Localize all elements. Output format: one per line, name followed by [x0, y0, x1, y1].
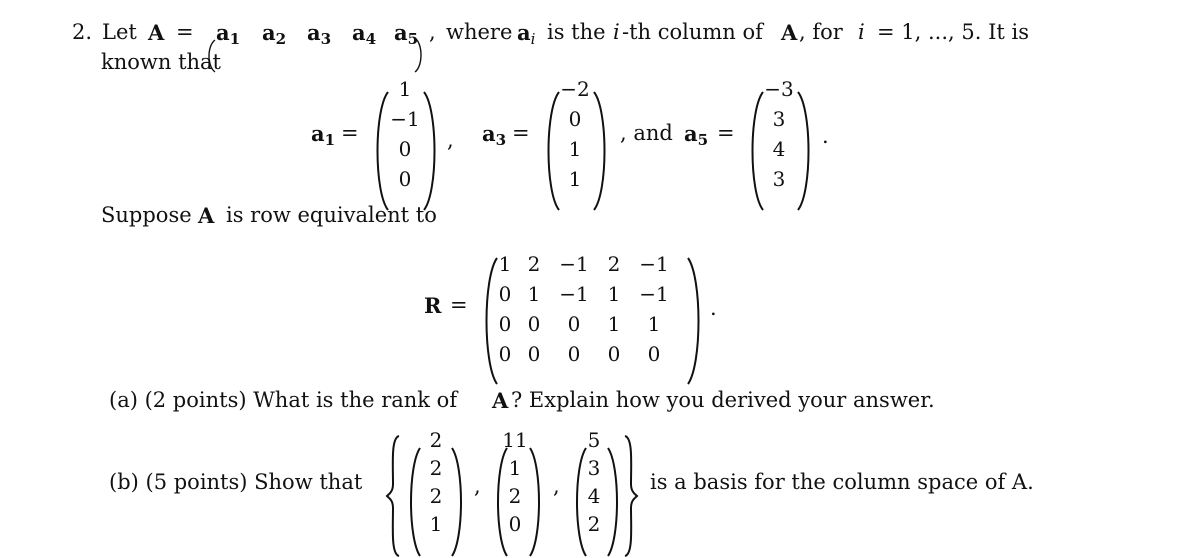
a5-label: $a_5$ — [684, 121, 709, 149]
basis-vector-2 — [501, 426, 529, 538]
basis-vector-entry: 2 — [429, 484, 443, 508]
vector-a1-entry: 0 — [398, 167, 412, 191]
problem-number: 2. — [72, 20, 93, 44]
matrix-A-symbol-4: A — [492, 388, 509, 413]
vector-a5-entry: −3 — [764, 77, 794, 101]
a5-symbol: $a_5$ — [394, 20, 419, 48]
set-left-brace — [384, 434, 402, 558]
basis-vector-entry: 4 — [587, 484, 601, 508]
R-entry: 1 — [607, 282, 621, 306]
vector-a3-entry: 1 — [568, 167, 582, 191]
equals-a1: = — [341, 121, 359, 145]
vector-a3-entry: 1 — [568, 137, 582, 161]
a1-right-paren — [420, 90, 442, 212]
basis-vector-entry: 1 — [508, 456, 522, 480]
vector-a3 — [560, 74, 590, 194]
vector-a5-entry: 3 — [772, 107, 786, 131]
vector-a3-entry: 0 — [568, 107, 582, 131]
basis-vector-entry: 2 — [429, 428, 443, 452]
matrix-A-symbol: A — [148, 20, 165, 45]
R-entry: 2 — [527, 252, 541, 276]
part-b-suffix: is a basis for the column space of A. — [650, 470, 1034, 494]
known-that-text: known that — [101, 50, 221, 74]
vector-a5-entry: 3 — [772, 167, 786, 191]
a3-symbol: $a_3$ — [307, 20, 332, 48]
comma-after-columns: , — [429, 20, 436, 44]
a1-left-paren — [370, 90, 392, 212]
R-entry: 0 — [607, 342, 621, 366]
a1-label: $a_1$ — [311, 121, 336, 149]
R-entry: 0 — [498, 312, 512, 336]
part-a-suffix: ? Explain how you derived your answer. — [511, 388, 935, 412]
basis-vector-entry: 11 — [502, 428, 528, 452]
basis-vector-entry: 2 — [587, 512, 601, 536]
R-right-paren — [684, 256, 706, 386]
part-b-prefix: (b) (5 points) Show that — [109, 470, 363, 494]
period-2: . — [710, 296, 717, 320]
a5-right-paren — [794, 90, 816, 212]
basis-vector-entry: 5 — [587, 428, 601, 452]
row-equivalent-text: is row equivalent to — [226, 203, 437, 227]
set-right-brace — [622, 434, 640, 558]
R-entry: 1 — [527, 282, 541, 306]
ai-symbol: $a_i$ — [517, 20, 536, 48]
vector-a5-entry: 4 — [772, 137, 786, 161]
R-entry: −1 — [639, 252, 669, 276]
matrix-A-symbol-2: A — [781, 20, 798, 45]
i-variable: i — [613, 20, 620, 44]
vector-a1 — [390, 74, 420, 194]
R-entry: −1 — [639, 282, 669, 306]
range-text: = 1, ..., 5. It is — [877, 20, 1029, 44]
vector-a5 — [764, 74, 794, 194]
basis-vector-entry: 2 — [429, 456, 443, 480]
R-entry: 0 — [567, 312, 581, 336]
a4-symbol: $a_4$ — [352, 20, 377, 48]
and-text: , and — [620, 121, 673, 145]
R-entry: 0 — [498, 342, 512, 366]
a3-right-paren — [590, 90, 612, 212]
equals-R: = — [450, 293, 468, 317]
basis-comma-2: , — [553, 474, 560, 498]
basis-vector-entry: 1 — [429, 512, 443, 536]
R-entry: 0 — [527, 312, 541, 336]
R-entry: 0 — [498, 282, 512, 306]
basis-vector-entry: 2 — [508, 484, 522, 508]
matrix-A-symbol-3: A — [198, 203, 215, 228]
th-column-text: -th column of — [622, 20, 763, 44]
R-entry: 0 — [567, 342, 581, 366]
comma-1: , — [447, 128, 454, 152]
is-the-text: is the — [547, 20, 606, 44]
R-entry: −1 — [559, 252, 589, 276]
equals-a3: = — [512, 121, 530, 145]
R-entry: 1 — [498, 252, 512, 276]
for-text: , for — [799, 20, 843, 44]
basis-vector-entry: 3 — [587, 456, 601, 480]
basis-vector-entry: 0 — [508, 512, 522, 536]
part-a-prefix: (a) (2 points) What is the rank of — [109, 388, 458, 412]
b3-right-paren — [604, 446, 624, 558]
let-text: Let — [102, 20, 137, 44]
a1-symbol: $a_1$ — [216, 20, 241, 48]
vector-a1-entry: −1 — [390, 107, 420, 131]
vector-a3-entry: −2 — [560, 77, 590, 101]
right-paren-mark — [412, 36, 426, 74]
where-text: where — [446, 20, 513, 44]
matrix-R — [492, 249, 678, 369]
R-entry: 0 — [527, 342, 541, 366]
basis-comma-1: , — [474, 474, 481, 498]
b1-left-paren — [404, 446, 424, 558]
equals-sign: = — [176, 20, 194, 44]
b2-right-paren — [526, 446, 546, 558]
R-entry: 2 — [607, 252, 621, 276]
a3-label: $a_3$ — [482, 121, 507, 149]
basis-vector-1 — [422, 426, 450, 538]
suppose-text: Suppose — [101, 203, 192, 227]
b1-right-paren — [448, 446, 468, 558]
R-entry: 1 — [647, 312, 661, 336]
matrix-R-label: R — [424, 293, 442, 318]
equals-a5: = — [717, 121, 735, 145]
vector-a1-entry: 0 — [398, 137, 412, 161]
a2-symbol: $a_2$ — [262, 20, 287, 48]
R-entry: 1 — [607, 312, 621, 336]
R-entry: −1 — [559, 282, 589, 306]
vector-a1-entry: 1 — [398, 77, 412, 101]
period-1: . — [822, 124, 829, 148]
i-variable-2: i — [858, 20, 865, 44]
R-entry: 0 — [647, 342, 661, 366]
